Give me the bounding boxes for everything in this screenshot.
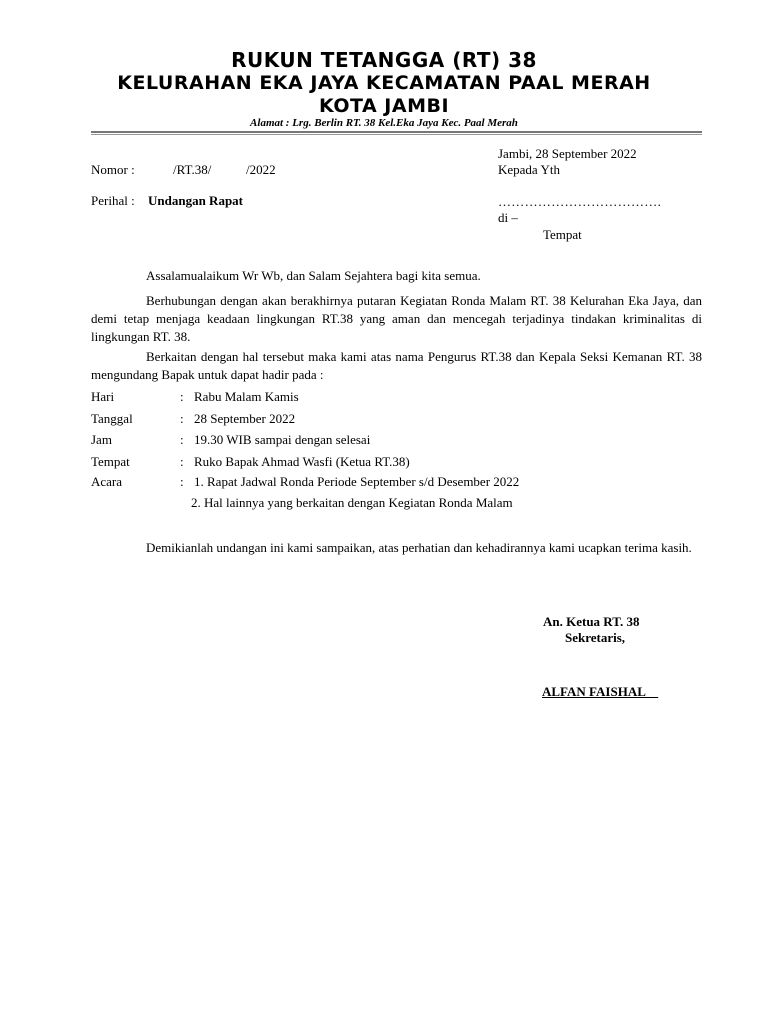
detail-value-tempat: Ruko Bapak Ahmad Wasfi (Ketua RT.38) (194, 454, 410, 469)
detail-label-acara: Acara (91, 474, 123, 489)
signature-title: An. Ketua RT. 38 (543, 614, 640, 629)
signature-role: Sekretaris, (565, 630, 626, 645)
greeting: Assalamualaikum Wr Wb, dan Salam Sejahtera bagi kita semua. (146, 268, 481, 283)
detail-value-hari: Rabu Malam Kamis (194, 389, 299, 404)
letterhead-title: RUKUN TETANGGA (RT) 38 (231, 48, 537, 72)
paragraph-2: Berkaitan dengan hal tersebut maka kami atas nama Pengurus RT.38 dan Kepala Seksi Kemanan RT. 38 mengundang Bapak untuk dapat hadir pada : (91, 349, 702, 382)
detail-colon: : (180, 432, 184, 447)
kepada-label: Kepada Yth (498, 162, 560, 177)
nomor-label: Nomor : (91, 162, 135, 177)
detail-colon: : (180, 454, 184, 469)
letterhead-city: KOTA JAMBI (318, 95, 450, 117)
letterhead-address: Alamat : Lrg. Berlin RT. 38 Kel.Eka Jaya Kec. Paal Merah (250, 117, 518, 129)
place-date: Jambi, 28 September 2022 (498, 146, 637, 161)
signature-name: ALFAN FAISHAL (542, 684, 659, 699)
detail-value-acara-1: 1. Rapat Jadwal Ronda Periode September s/d Desember 2022 (194, 474, 520, 489)
di-label: di – (498, 210, 518, 225)
detail-label-jam: Jam (91, 432, 112, 447)
nomor-year: /2022 (246, 162, 276, 177)
paragraph-1: Berhubungan dengan akan berakhirnya putaran Kegiatan Ronda Malam RT. 38 Kelurahan Eka Jaya, dan demi tetap menjaga keadaan lingkungan RT.38 yang aman dan mencegah terjadinya tindakan kriminalitas di lingkungan RT. 38. (91, 293, 702, 344)
header-divider (91, 131, 702, 135)
detail-label-tempat: Tempat (91, 454, 130, 469)
detail-value-tanggal: 28 September 2022 (194, 411, 296, 426)
closing-paragraph: Demikianlah undangan ini kami sampaikan, atas perhatian dan kehadirannya kami ucapkan terima kasih. (146, 540, 692, 555)
nomor-value: /RT.38/ (173, 162, 212, 177)
detail-colon: : (180, 389, 184, 404)
tempat-label: Tempat (543, 227, 582, 242)
letterhead-subtitle: KELURAHAN EKA JAYA KECAMATAN PAAL MERAH (117, 72, 651, 94)
detail-label-hari: Hari (91, 389, 115, 404)
detail-colon: : (180, 411, 184, 426)
detail-label-tanggal: Tanggal (91, 411, 133, 426)
detail-value-acara-2: 2. Hal lainnya yang berkaitan dengan Kegiatan Ronda Malam (191, 495, 513, 510)
detail-colon: : (180, 474, 184, 489)
perihal-value: Undangan Rapat (148, 193, 244, 208)
recipient-placeholder: ………………………………. (498, 194, 662, 209)
perihal-label: Perihal : (91, 193, 135, 208)
detail-value-jam: 19.30 WIB sampai dengan selesai (194, 432, 371, 447)
